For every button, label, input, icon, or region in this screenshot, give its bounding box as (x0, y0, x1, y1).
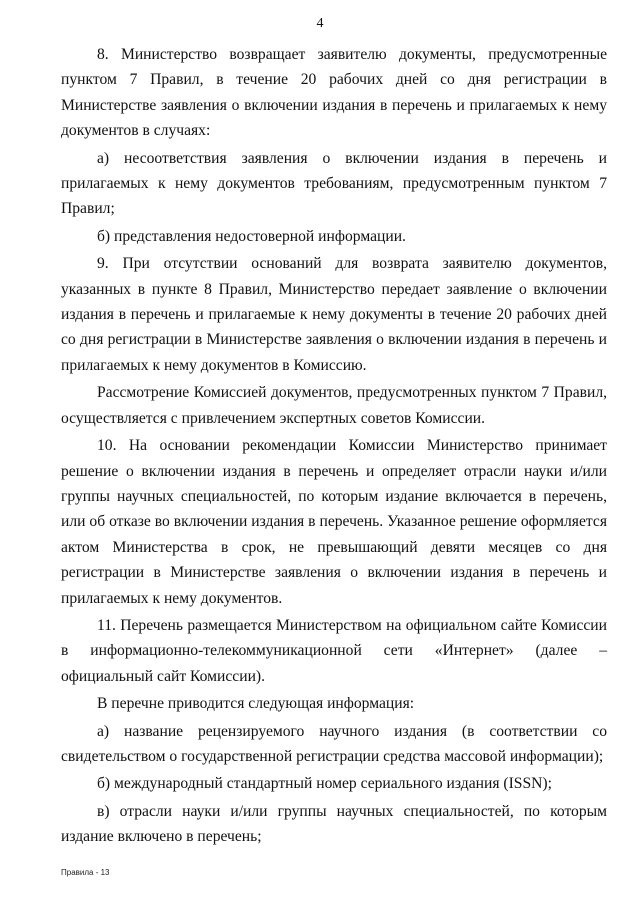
paragraph-11: 11. Перечень размещается Министерством на официальном сайте Комиссии в информационно-телекоммуникационной сети «Интернет» (далее – официальный сайт Комиссии). (61, 616, 607, 685)
paragraph-8a: а) несоответствия заявления о включении издания в перечень и прилагаемых к нему документов требованиям, предусмотренным пунктом 7 Правил; (61, 149, 607, 218)
paragraph-11a: а) название рецензируемого научного издания (в соответствии со свидетельством о государственной регистрации средства массовой информации); (61, 722, 607, 765)
paragraph-10: 10. На основании рекомендации Комиссии Министерство принимает решение о включении издания в перечень и определяет отрасли науки и/или группы научных специальностей, по которым издание включается в перечень, или об отказе во включении издания в перечень. Указанное решение оформляется актом Министерства в срок, не превышающий девяти месяцев со дня регистрации в Министерстве заявления о включении издания в перечень и прилагаемых к нему документов. (61, 437, 607, 607)
paragraph-9-continued: Рассмотрение Комиссией документов, предусмотренных пунктом 7 Правил, осуществляется с привлечением экспертных советов Комиссии. (61, 384, 607, 427)
paragraph-9: 9. При отсутствии оснований для возврата заявителю документов, указанных в пункте 8 Правил, Министерство передает заявление о включении издания в перечень и прилагаемые к нему документы в течение 20 рабочих дней со дня регистрации в Министерстве заявления о включении издания в перечень и прилагаемых к нему документов в Комиссию. (61, 255, 607, 374)
paragraph-8b: б) представления недостоверной информации. (97, 227, 406, 245)
paragraph-8: 8. Министерство возвращает заявителю документы, предусмотренные пунктом 7 Правил, в течение 20 рабочих дней со дня регистрации в Министерстве заявления о включении издания в перечень и прилагаемых к нему документов в случаях: (61, 46, 607, 140)
paragraph-11c: в) отрасли науки и/или группы научных специальностей, по которым издание включено в перечень; (61, 802, 607, 846)
document-body (61, 42, 607, 850)
footer-label: Правила - 13 (61, 868, 110, 877)
page-number: 4 (316, 16, 324, 31)
paragraph-11-intro: В перечне приводится следующая информация: (97, 695, 415, 713)
paragraph-11b: б) международный стандартный номер сериального издания (ISSN); (97, 775, 552, 793)
